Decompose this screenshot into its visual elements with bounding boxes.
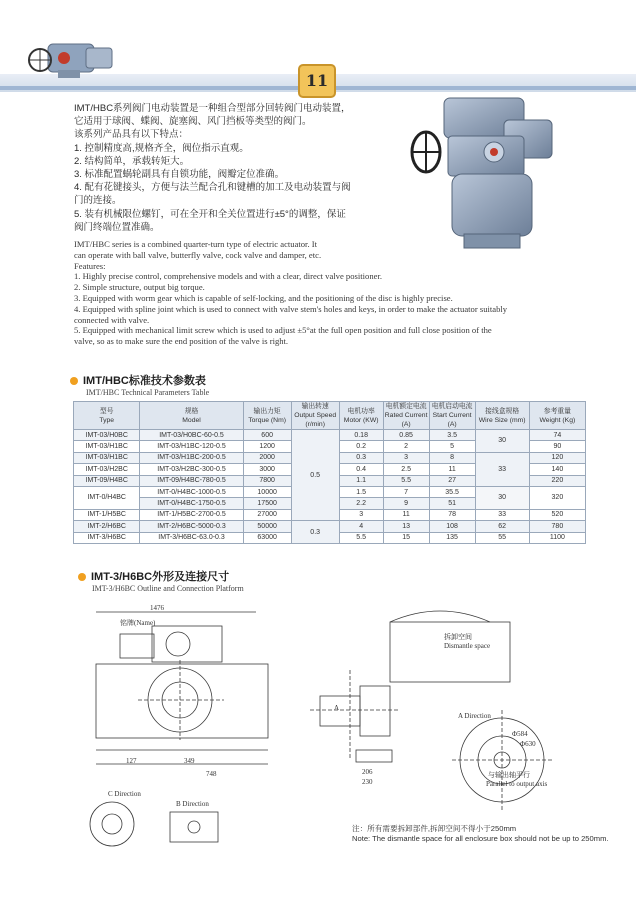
- a-direction-drawing: [452, 710, 554, 810]
- intro-en-line: 4. Equipped with spline joint which is used to connect with valve stem's holes and keys, in order to make the actuator suitably: [74, 303, 508, 314]
- side-view-drawing: [310, 670, 400, 762]
- dim-127-label: 127: [126, 757, 137, 765]
- actuator-thumbnail-image: [26, 34, 122, 82]
- table-row: IMT-03/H2BC IMT-03/H2BC-300-0.5 3000 0.4 2.5 11 140: [74, 464, 586, 475]
- spec-title-text: IMT/HBC标准技术参数表: [83, 375, 206, 387]
- intro-en-line: can operate with ball valve, butterfly valve, cock valve and damper, etc.: [74, 249, 322, 260]
- table-row: IMT-3/H6BC IMT-3/H6BC-63.0-0.3 63000 5.5 15 135 55 1100: [74, 532, 586, 543]
- intro-line: 4. 配有花键接头，方便与法兰配合孔和键槽的加工及电动装置与阀: [74, 182, 351, 194]
- intro-line: 5. 装有机械限位螺钉，可在全开和全关位置进行±5°的调整，保证: [74, 208, 346, 220]
- intro-line: 2. 结构简单，承载转矩大。: [74, 155, 190, 167]
- intro-line: 1. 控制精度高,规格齐全，阀位指示直观。: [74, 142, 249, 154]
- dim-230-label: 230: [362, 778, 373, 786]
- removal-cn-label: 拆卸空间: [444, 633, 472, 641]
- note-cn: 注：所有需要拆卸部件,拆卸空间不得小于250mm: [352, 824, 517, 833]
- spec-section-subtitle: IMT/HBC Technical Parameters Table: [86, 388, 210, 397]
- front-view-drawing: [96, 612, 268, 764]
- actuator-product-image: [404, 90, 560, 256]
- col-header: 输出转速 Output Speed (r/min): [291, 402, 339, 430]
- c-direction-drawing: [90, 802, 134, 846]
- spec-section-title: [70, 372, 206, 388]
- intro-chinese: [74, 102, 394, 234]
- table-header-row: [74, 402, 586, 430]
- wire-cell: 30: [475, 430, 529, 453]
- intro-line: IMT/HBC系列阀门电动装置是一种组合型部分回转阀门电动装置，: [74, 103, 351, 114]
- outline-note: [352, 824, 609, 844]
- table-row: IMT-03/H1BC IMT-03/H1BC-200-0.5 2000 0.3 3 8 33 120: [74, 452, 586, 463]
- b-direction-label: B Direction: [176, 800, 209, 808]
- b-direction-drawing: [170, 812, 218, 842]
- nameplate-label: 铭牌(Name): [120, 619, 156, 627]
- dim-748-label: 748: [206, 770, 217, 778]
- c-direction-label: C Direction: [108, 790, 141, 798]
- outline-drawings: [60, 600, 620, 850]
- speed-cell: 0.3: [291, 521, 339, 544]
- col-header: 参考重量 Weight (Kg): [529, 402, 585, 430]
- parallel-en-label: Parallel to output axis: [486, 780, 548, 788]
- intro-line: 3. 标准配置蜗轮副具有自锁功能，阀瓣定位准确。: [74, 169, 285, 181]
- intro-line: 它适用于球阀、蝶阀、旋塞阀、风门挡板等类型的阀门。: [74, 116, 312, 128]
- col-header: 电机额定电流 Rated Current (A): [384, 403, 428, 428]
- intro-line: 门的连接。: [74, 195, 122, 207]
- intro-en-line: 5. Equipped with mechanical limit screw which is used to adjust ±5°at the full open position and full close position of the: [74, 325, 492, 336]
- page-number: 11: [298, 64, 336, 98]
- dim-630-label: Φ630: [520, 740, 536, 748]
- table-row: IMT-0/H4BC-1750-0.5 17500 2.2 9 51: [74, 498, 586, 509]
- table-row: IMT-09/H4BC IMT-09/H4BC-780-0.5 7800 1.1 5.5 27 220: [74, 475, 586, 486]
- wire-cell: 33: [475, 452, 529, 486]
- bullet-icon: [70, 377, 78, 385]
- col-header: 接线盒规格 Wire Size (mm): [475, 402, 529, 430]
- table-row: IMT-1/H5BC IMT-1/H5BC-2700-0.5 27000 3 11 78 33 520: [74, 509, 586, 520]
- intro-line: 阀门终端位置准确。: [74, 221, 160, 233]
- col-header: 电机功率 Motor (KW): [339, 402, 383, 430]
- table-row: IMT-0/H4BC IMT-0/H4BC-1000-0.5 10000 1.5 7 35.5 30 320: [74, 486, 586, 497]
- spec-table: [73, 401, 586, 544]
- a-direction-label: A Direction: [458, 712, 491, 720]
- intro-en-line: 2. Simple structure, output big torque.: [74, 282, 205, 293]
- wire-cell: 30: [475, 486, 529, 509]
- note-en: Note: The dismantle space for all enclosure box should not be up to 250mm.: [352, 834, 609, 843]
- table-row: IMT-2/H6BC IMT-2/H6BC-5000-0.3 50000 0.3 4 13 108 62 780: [74, 521, 586, 532]
- intro-en-line: IMT/HBC series is a combined quarter-turn type of electric actuator. It: [74, 239, 317, 249]
- intro-en-line: connected with valve.: [74, 314, 150, 325]
- dim-top-label: 1476: [150, 604, 164, 612]
- dim-a-label: A: [334, 704, 340, 712]
- col-header: 电机启动电流 Start Current (A): [429, 402, 475, 430]
- intro-en-line: 1. Highly precise control, comprehensive models and with a clear, direct valve positioner.: [74, 271, 382, 282]
- col-header: 型号 Type: [74, 402, 140, 430]
- dim-584-label: Φ584: [512, 730, 528, 738]
- table-row: IMT-03/H1BC IMT-03/H1BC-120-0.5 1200 0.2 2 5 90: [74, 441, 586, 452]
- table-row: IMT-03/H0BC IMT-03/H0BC-60-0.5 600 0.5 0.18 0.85 3.5 30 74: [74, 430, 586, 441]
- col-header: 规格 Model: [140, 402, 243, 430]
- speed-cell: 0.5: [291, 430, 339, 521]
- intro-english: [74, 239, 586, 347]
- outline-section-subtitle: IMT-3/H6BC Outline and Connection Platform: [92, 584, 244, 593]
- parallel-cn-label: 与输出轴平行: [488, 771, 530, 779]
- col-header: 输出力矩 Torque (Nm): [243, 402, 291, 430]
- intro-en-line: Features:: [74, 260, 106, 271]
- intro-line: 该系列产品具有以下特点：: [74, 129, 189, 141]
- intro-en-line: valve, so as to make sure the end position of the valve is right.: [74, 336, 289, 347]
- outline-title-text: IMT-3/H6BC外形及连接尺寸: [91, 571, 230, 583]
- outline-section-title: [78, 568, 229, 584]
- bullet-icon: [78, 573, 86, 581]
- intro-en-line: 3. Equipped with worm gear which is capable of self-locking, and the positioning of the disc is highly precise.: [74, 292, 453, 303]
- dim-349-label: 349: [184, 757, 195, 765]
- removal-en-label: Dismantle space: [444, 642, 491, 650]
- dim-206-label: 206: [362, 768, 373, 776]
